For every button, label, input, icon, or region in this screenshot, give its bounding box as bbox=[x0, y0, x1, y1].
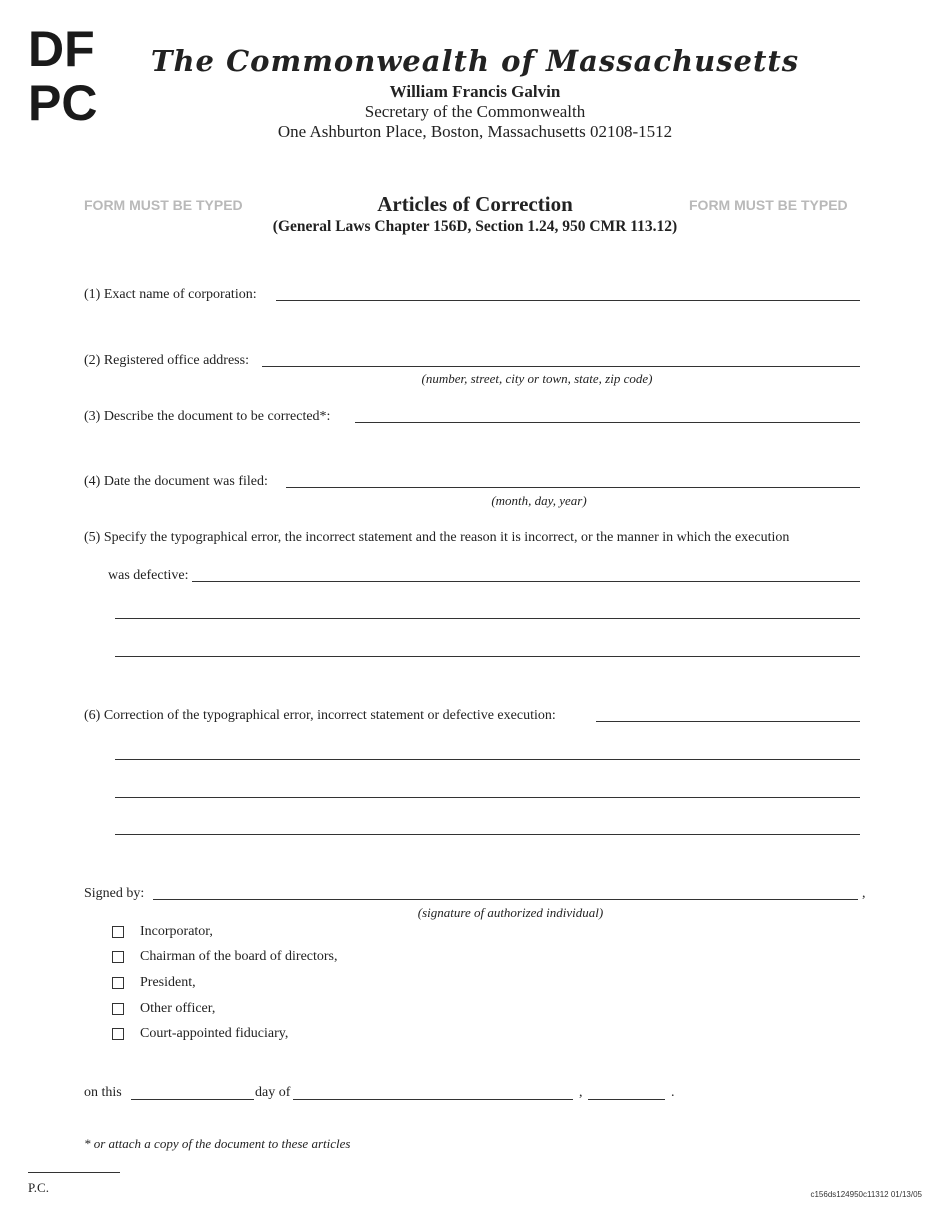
form-title: Articles of Correction bbox=[377, 192, 573, 216]
signed-by-comma: , bbox=[862, 886, 866, 901]
year-field[interactable] bbox=[588, 1099, 665, 1100]
correction-field-4[interactable] bbox=[115, 834, 860, 835]
date-filed-field[interactable] bbox=[286, 487, 860, 488]
checkbox-icon[interactable] bbox=[112, 1028, 124, 1040]
correction-field-1[interactable] bbox=[596, 721, 860, 722]
role-fiduciary[interactable] bbox=[112, 1026, 288, 1042]
reg-office-hint: (number, street, city or town, state, zip code) bbox=[421, 371, 653, 386]
secretary-title: Secretary of the Commonwealth bbox=[364, 102, 586, 121]
date-period: . bbox=[671, 1085, 675, 1100]
typed-notice-left: FORM MUST BE TYPED bbox=[84, 197, 243, 213]
correction-field-2[interactable] bbox=[115, 759, 860, 760]
signed-by-label: Signed by: bbox=[84, 886, 145, 901]
doc-describe-label: (3) Describe the document to be corrected*: bbox=[84, 409, 331, 424]
typed-notice-right: FORM MUST BE TYPED bbox=[689, 197, 848, 213]
signature-hint: (signature of authorized individual) bbox=[417, 905, 604, 920]
role-label: President, bbox=[140, 975, 196, 990]
state-title: The Commonwealth of Massachusetts bbox=[150, 44, 800, 78]
role-president[interactable] bbox=[112, 975, 196, 991]
error-spec-field-2[interactable] bbox=[115, 618, 860, 619]
doc-describe-field[interactable] bbox=[355, 422, 860, 423]
pc-label: P.C. bbox=[28, 1180, 49, 1195]
role-label: Other officer, bbox=[140, 1001, 216, 1016]
reg-office-label: (2) Registered office address: bbox=[84, 353, 249, 368]
corp-name-label: (1) Exact name of corporation: bbox=[84, 287, 257, 302]
role-incorporator[interactable] bbox=[112, 924, 213, 940]
checkbox-icon[interactable] bbox=[112, 951, 124, 963]
month-field[interactable] bbox=[293, 1099, 573, 1100]
error-spec-label: (5) Specify the typographical error, the incorrect statement and the reason it is incorrect, or the manner in which the execution bbox=[84, 530, 790, 545]
role-label: Incorporator, bbox=[140, 924, 213, 939]
document-code: c156ds124950c11312 01/13/05 bbox=[810, 1190, 922, 1199]
secretary-address: One Ashburton Place, Boston, Massachusetts 02108-1512 bbox=[277, 122, 673, 141]
checkbox-icon[interactable] bbox=[112, 1003, 124, 1015]
form-subtitle: (General Laws Chapter 156D, Section 1.24, 950 CMR 113.12) bbox=[272, 218, 678, 235]
reg-office-field[interactable] bbox=[262, 366, 860, 367]
day-field[interactable] bbox=[131, 1099, 254, 1100]
corp-name-field[interactable] bbox=[276, 300, 860, 301]
role-label: Chairman of the board of directors, bbox=[140, 949, 338, 964]
date-filed-hint: (month, day, year) bbox=[491, 493, 587, 508]
on-this-label: on this bbox=[84, 1085, 122, 1100]
error-spec-cont-label: was defective: bbox=[108, 568, 189, 583]
day-of-label: day of bbox=[255, 1085, 291, 1100]
checkbox-icon[interactable] bbox=[112, 926, 124, 938]
role-label: Court-appointed fiduciary, bbox=[140, 1026, 289, 1041]
error-spec-field-1[interactable] bbox=[192, 581, 860, 582]
signature-field[interactable] bbox=[153, 899, 858, 900]
footer-divider bbox=[28, 1172, 120, 1173]
role-other-officer[interactable] bbox=[112, 1001, 215, 1017]
form-code-line1: DF bbox=[28, 21, 95, 77]
footnote: * or attach a copy of the document to these articles bbox=[84, 1136, 351, 1151]
checkbox-icon[interactable] bbox=[112, 977, 124, 989]
role-chairman[interactable] bbox=[112, 949, 338, 965]
date-filed-label: (4) Date the document was filed: bbox=[84, 474, 268, 489]
date-comma: , bbox=[579, 1085, 583, 1100]
error-spec-field-3[interactable] bbox=[115, 656, 860, 657]
secretary-name: William Francis Galvin bbox=[389, 82, 561, 101]
form-code-line2: PC bbox=[28, 75, 98, 131]
correction-field-3[interactable] bbox=[115, 797, 860, 798]
correction-label: (6) Correction of the typographical error, incorrect statement or defective execution: bbox=[84, 708, 556, 723]
